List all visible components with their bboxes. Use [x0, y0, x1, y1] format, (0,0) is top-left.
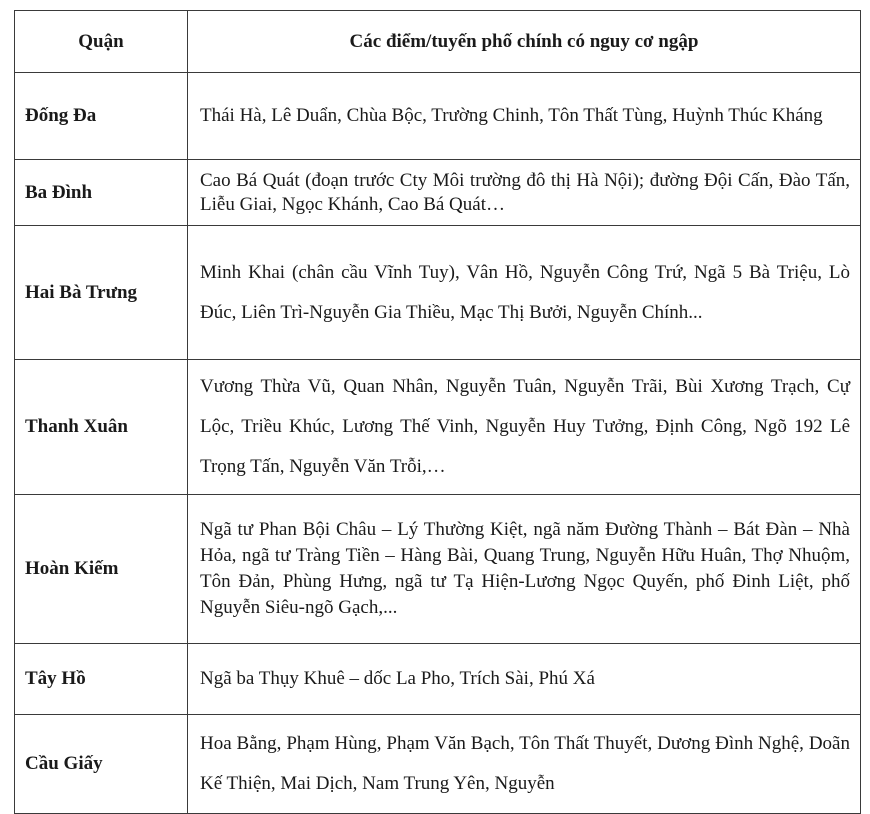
document-page [14, 10, 860, 794]
streets-cell: Minh Khai (chân cầu Vĩnh Tuy), Vân Hồ, Nguyễn Công Trứ, Ngã 5 Bà Triệu, Lò Đúc, Liên Trì-Nguyễn Gia Thiều, Mạc Thị Bưởi, Nguyễn Chính... [188, 226, 861, 360]
streets-cell: Ngã ba Thụy Khuê – dốc La Pho, Trích Sài, Phú Xá [188, 644, 861, 715]
district-cell: Hoàn Kiếm [15, 495, 188, 644]
district-cell: Cầu Giấy [15, 715, 188, 814]
table-row [15, 160, 861, 226]
table-row [15, 715, 861, 814]
district-cell: Ba Đình [15, 160, 188, 226]
table-row [15, 360, 861, 495]
table-row [15, 73, 861, 160]
flood-risk-table [14, 10, 861, 814]
district-cell: Thanh Xuân [15, 360, 188, 495]
table-row [15, 495, 861, 644]
header-district: Quận [15, 11, 188, 73]
table-row [15, 644, 861, 715]
streets-cell: Thái Hà, Lê Duẩn, Chùa Bộc, Trường Chinh, Tôn Thất Tùng, Huỳnh Thúc Kháng [188, 73, 861, 160]
district-cell: Hai Bà Trưng [15, 226, 188, 360]
table-row [15, 226, 861, 360]
header-streets: Các điểm/tuyến phố chính có nguy cơ ngập [188, 11, 861, 73]
district-cell: Đống Đa [15, 73, 188, 160]
streets-cell: Cao Bá Quát (đoạn trước Cty Môi trường đô thị Hà Nội); đường Đội Cấn, Đào Tấn, Liễu Giai, Ngọc Khánh, Cao Bá Quát… [188, 160, 861, 226]
district-cell: Tây Hồ [15, 644, 188, 715]
streets-cell: Hoa Bằng, Phạm Hùng, Phạm Văn Bạch, Tôn Thất Thuyết, Dương Đình Nghệ, Doãn Kế Thiện, Mai Dịch, Nam Trung Yên, Nguyễn [188, 715, 861, 814]
streets-cell: Vương Thừa Vũ, Quan Nhân, Nguyễn Tuân, Nguyễn Trãi, Bùi Xương Trạch, Cự Lộc, Triều Khúc, Lương Thế Vinh, Nguyễn Huy Tưởng, Định Công, Ngõ 192 Lê Trọng Tấn, Nguyễn Văn Trỗi,… [188, 360, 861, 495]
table-header-row [15, 11, 861, 73]
streets-cell: Ngã tư Phan Bội Châu – Lý Thường Kiệt, ngã năm Đường Thành – Bát Đàn – Nhà Hỏa, ngã tư Tràng Tiền – Hàng Bài, Quang Trung, Nguyễn Hữu Huân, Thợ Nhuộm, Tôn Đản, Phùng Hưng, ngã tư Tạ Hiện-Lương Ngọc Quyến, phố Đinh Liệt, phố Nguyễn Siêu-ngõ Gạch,... [188, 495, 861, 644]
